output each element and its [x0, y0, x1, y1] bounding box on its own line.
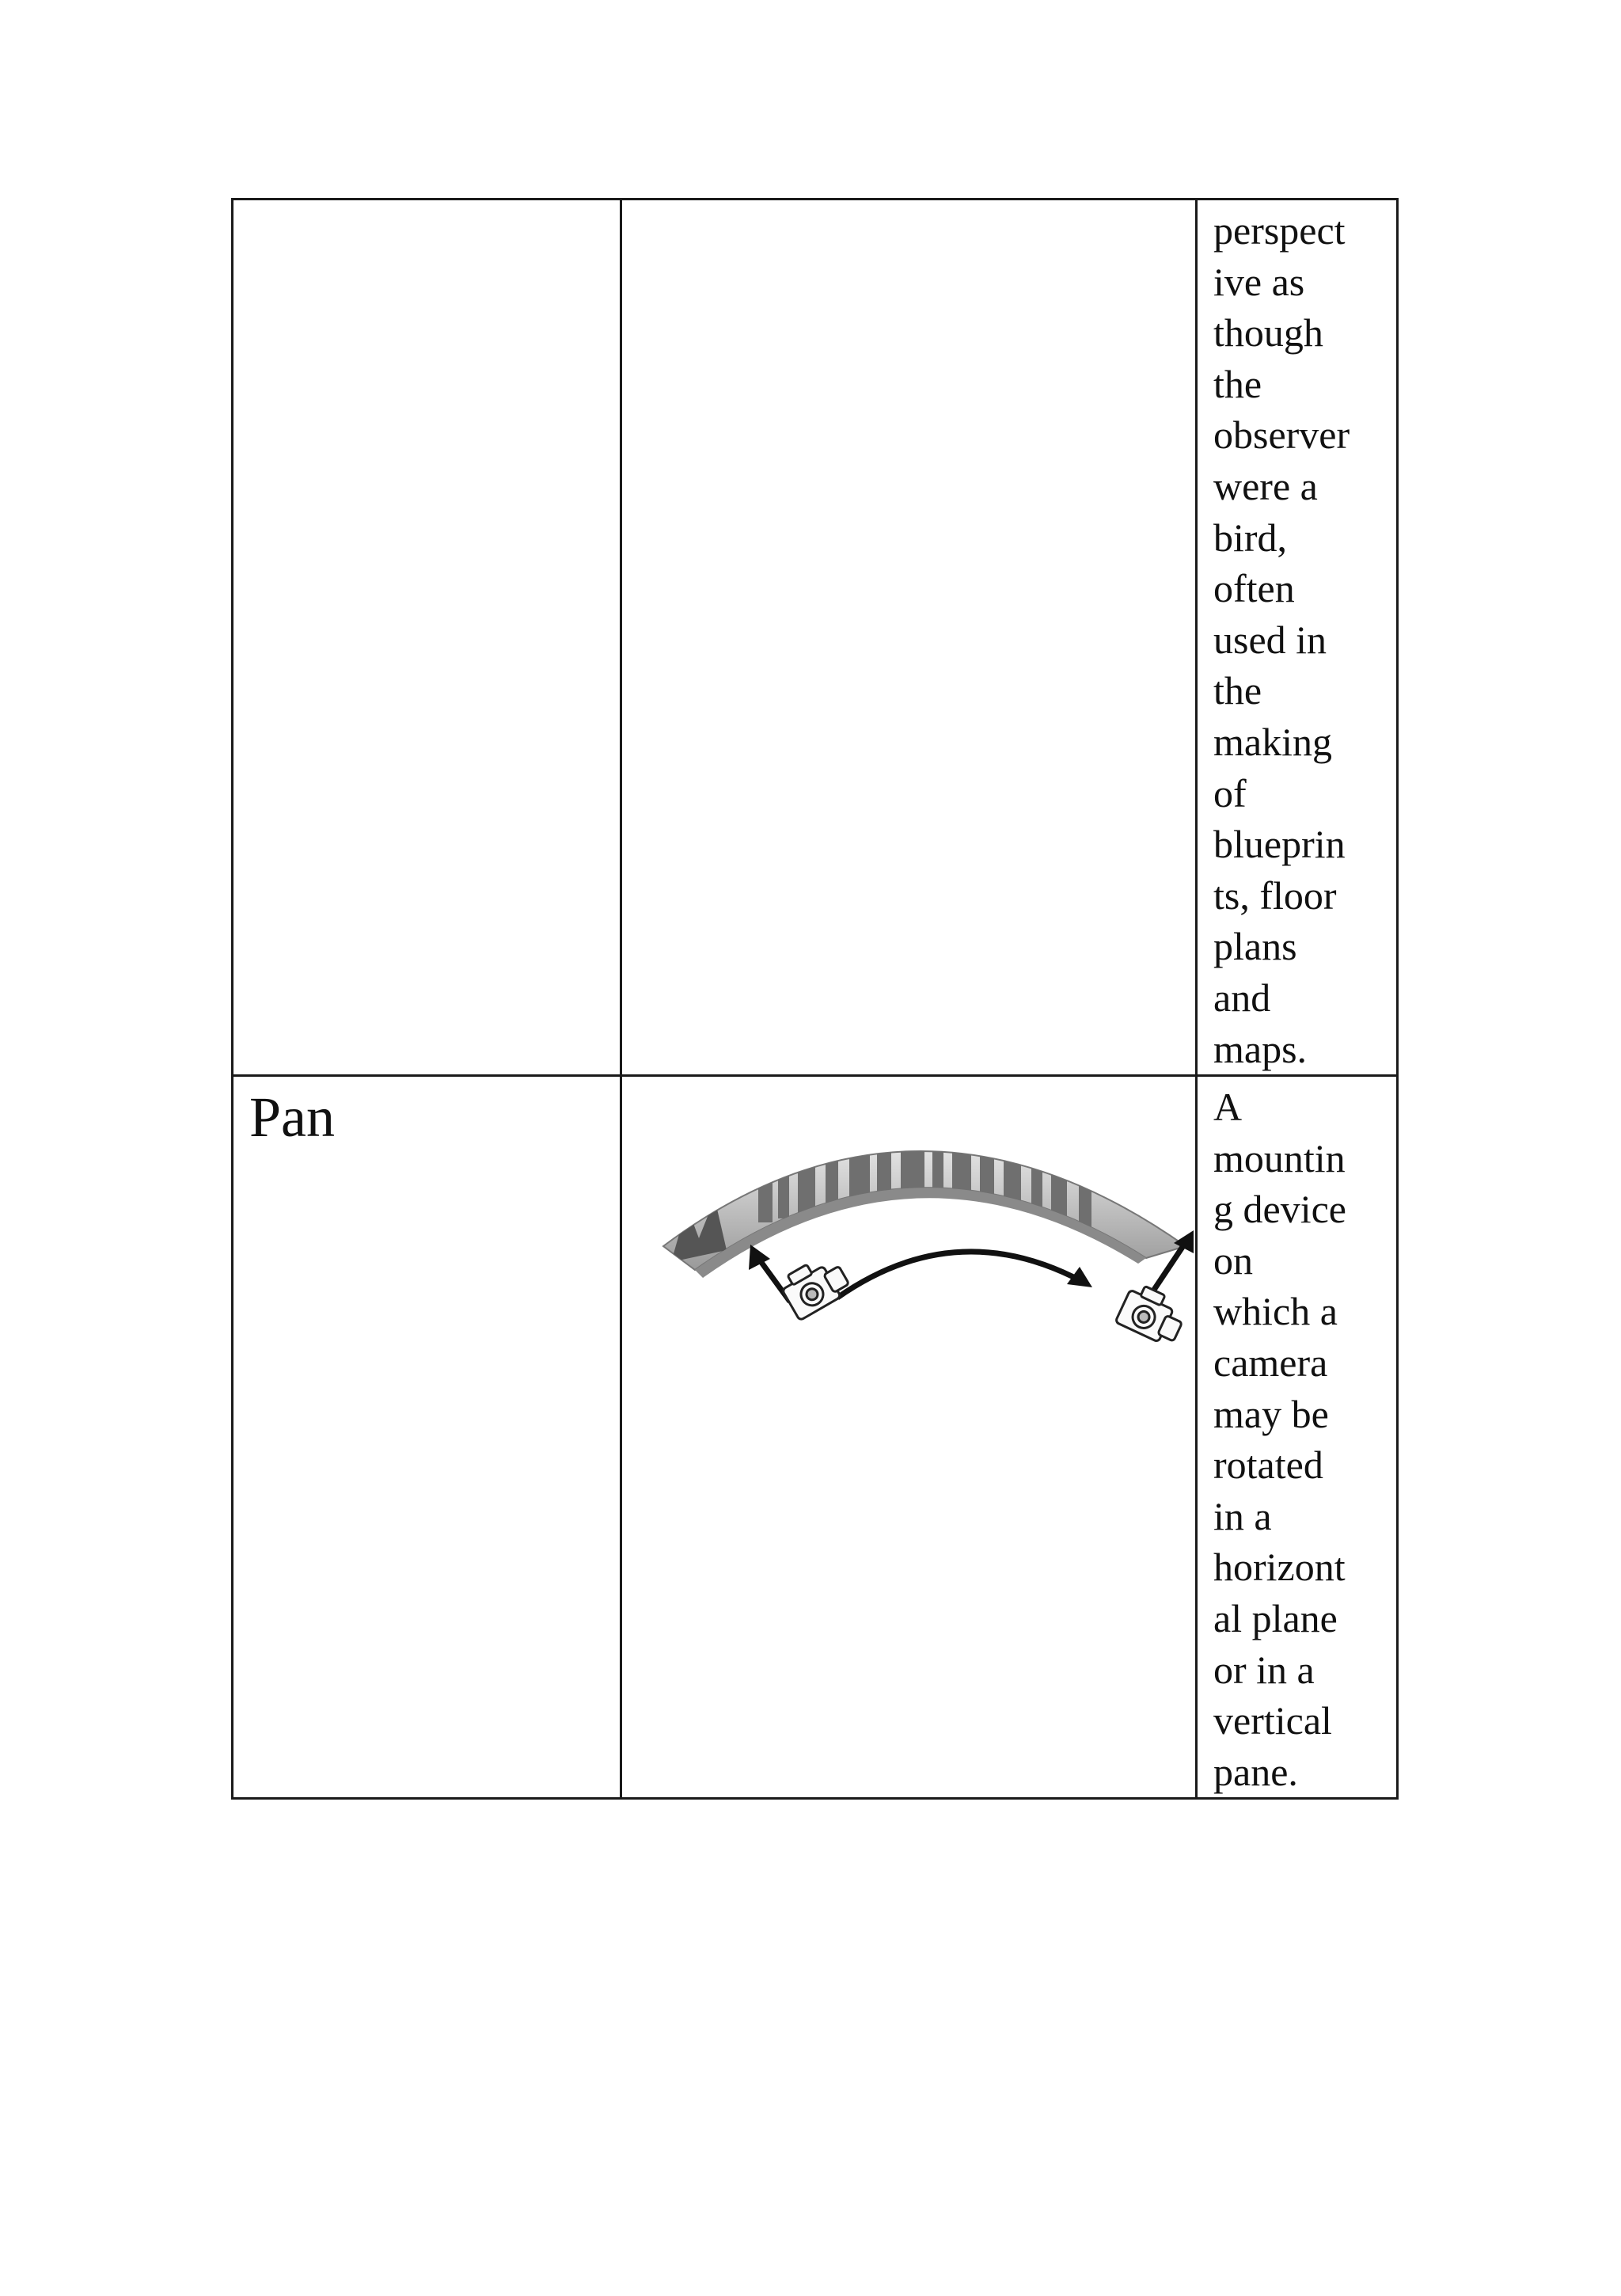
term-text [233, 200, 620, 205]
illustration-cell [621, 200, 1197, 1076]
illustration-cell [621, 1076, 1197, 1799]
description-cell [1197, 200, 1398, 1076]
panning-camera-illustration [640, 1080, 1194, 1349]
term-cell [233, 200, 621, 1076]
term-text: Pan [249, 1085, 335, 1150]
description-text: perspect ive as though the observer were a bird, often used in the making of blueprin ts, floor plans and maps. [1213, 208, 1350, 1071]
description-cell [1197, 1076, 1398, 1799]
table-row [233, 200, 1398, 1076]
definitions-table [231, 198, 1399, 1800]
table-row [233, 1076, 1398, 1799]
description-text: A mountin g device on which a camera may be rotated in a horizont al plane or in a vertical pane. [1213, 1085, 1346, 1794]
term-cell [233, 1076, 621, 1799]
